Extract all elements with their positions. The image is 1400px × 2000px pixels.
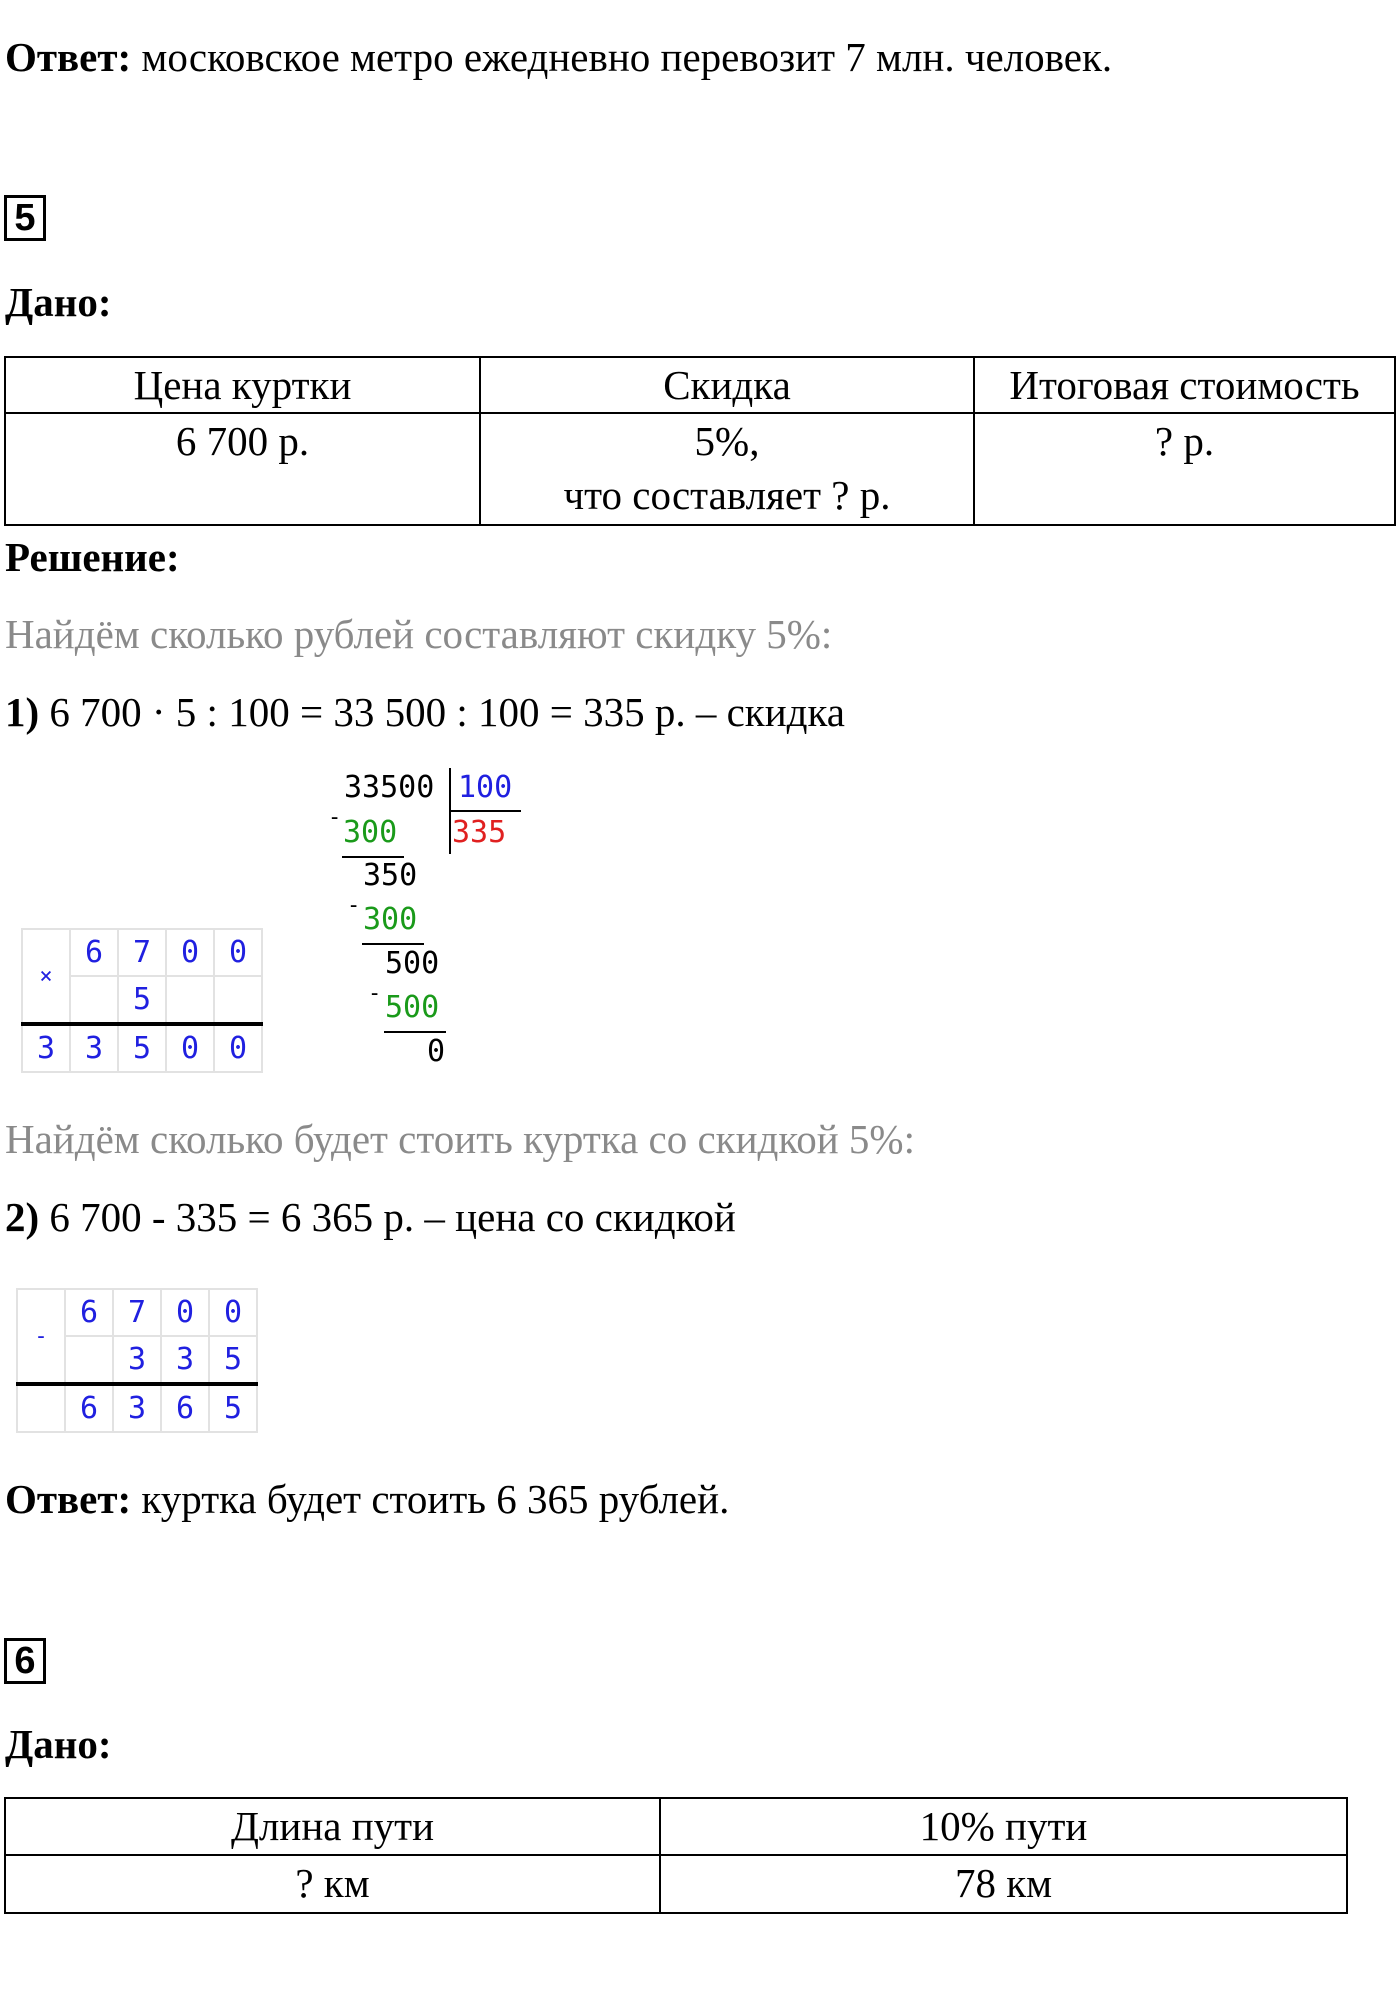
minus-sign: - [328, 805, 342, 830]
task-number-5: 5 [4, 195, 46, 241]
digit: 6 [65, 1289, 113, 1336]
table-header: Цена куртки [5, 357, 480, 413]
prev-answer [5, 33, 1112, 81]
operator-sign: - [17, 1289, 65, 1384]
digit: 5 [209, 1336, 257, 1384]
quotient: 335 [452, 815, 507, 850]
table-header: Длина пути [5, 1798, 660, 1855]
answer-text: куртка будет стоить 6 365 рублей. [131, 1476, 730, 1522]
answer-5 [5, 1475, 729, 1523]
step-1 [5, 688, 845, 736]
subtrahend: 500 [385, 990, 440, 1025]
digit: 0 [166, 929, 214, 976]
minus-sign: - [368, 981, 382, 1006]
digit: 0 [166, 1024, 214, 1072]
digit: 5 [118, 1024, 166, 1072]
step-hint: Найдём сколько будет стоить куртка со скидкой 5%: [5, 1116, 915, 1162]
digit: 0 [161, 1289, 209, 1336]
table-cell [480, 413, 974, 525]
digit [214, 976, 262, 1024]
discount-percent: 5%, [694, 418, 760, 464]
step-text: 6 700 - 335 = 6 365 р. – цена со скидкой [39, 1194, 736, 1240]
answer-label: Ответ: [5, 34, 132, 80]
step-hint: Найдём сколько рублей составляют скидку 5%: [5, 611, 833, 657]
digit [166, 976, 214, 1024]
underline [384, 1031, 446, 1033]
answer-text: московское метро ежедневно перевозит 7 млн. человек. [131, 34, 1113, 80]
answer-label: Ответ: [5, 1476, 132, 1522]
subtrahend: 300 [343, 815, 398, 850]
operator-sign: × [22, 929, 70, 1024]
digit [17, 1384, 65, 1432]
dividend: 33500 [344, 770, 435, 805]
table-cell: ? р. [974, 413, 1395, 525]
digit: 3 [113, 1336, 161, 1384]
table-header: 10% пути [660, 1798, 1347, 1855]
divisor: 100 [458, 770, 513, 805]
table-header: Итоговая стоимость [974, 357, 1395, 413]
digit: 3 [22, 1024, 70, 1072]
underline [362, 943, 424, 945]
table-header: Скидка [480, 357, 974, 413]
given-label: Дано: [5, 279, 112, 325]
given-table-5 [4, 356, 1396, 526]
solution-label: Решение: [5, 534, 180, 580]
digit: 0 [214, 1024, 262, 1072]
digit: 0 [209, 1289, 257, 1336]
digit [65, 1336, 113, 1384]
digit: 7 [118, 929, 166, 976]
digit: 5 [209, 1384, 257, 1432]
digit: 6 [70, 929, 118, 976]
step-2 [5, 1193, 736, 1241]
digit: 3 [113, 1384, 161, 1432]
remainder: 0 [427, 1034, 446, 1069]
digit: 6 [65, 1384, 113, 1432]
step-number: 1) [5, 689, 40, 735]
table-cell: 6 700 р. [5, 413, 480, 525]
digit: 0 [214, 929, 262, 976]
task-number-6: 6 [4, 1638, 46, 1684]
discount-amount: что составляет ? р. [563, 472, 891, 518]
multiplication-grid [21, 928, 263, 1073]
remainder: 500 [385, 946, 440, 981]
digit: 3 [161, 1336, 209, 1384]
given-table-6 [4, 1797, 1348, 1914]
minus-sign: - [347, 893, 361, 918]
remainder: 350 [363, 858, 418, 893]
digit: 6 [161, 1384, 209, 1432]
step-number: 2) [5, 1194, 40, 1240]
subtrahend: 300 [363, 902, 418, 937]
digit: 3 [70, 1024, 118, 1072]
divisor-line [449, 810, 521, 812]
given-label: Дано: [5, 1721, 112, 1767]
subtraction-grid [16, 1288, 258, 1433]
table-cell: ? км [5, 1855, 660, 1913]
table-cell: 78 км [660, 1855, 1347, 1913]
digit: 7 [113, 1289, 161, 1336]
digit: 5 [118, 976, 166, 1024]
step-text: 6 700 · 5 : 100 = 33 500 : 100 = 335 р. – скидка [39, 689, 846, 735]
digit [70, 976, 118, 1024]
